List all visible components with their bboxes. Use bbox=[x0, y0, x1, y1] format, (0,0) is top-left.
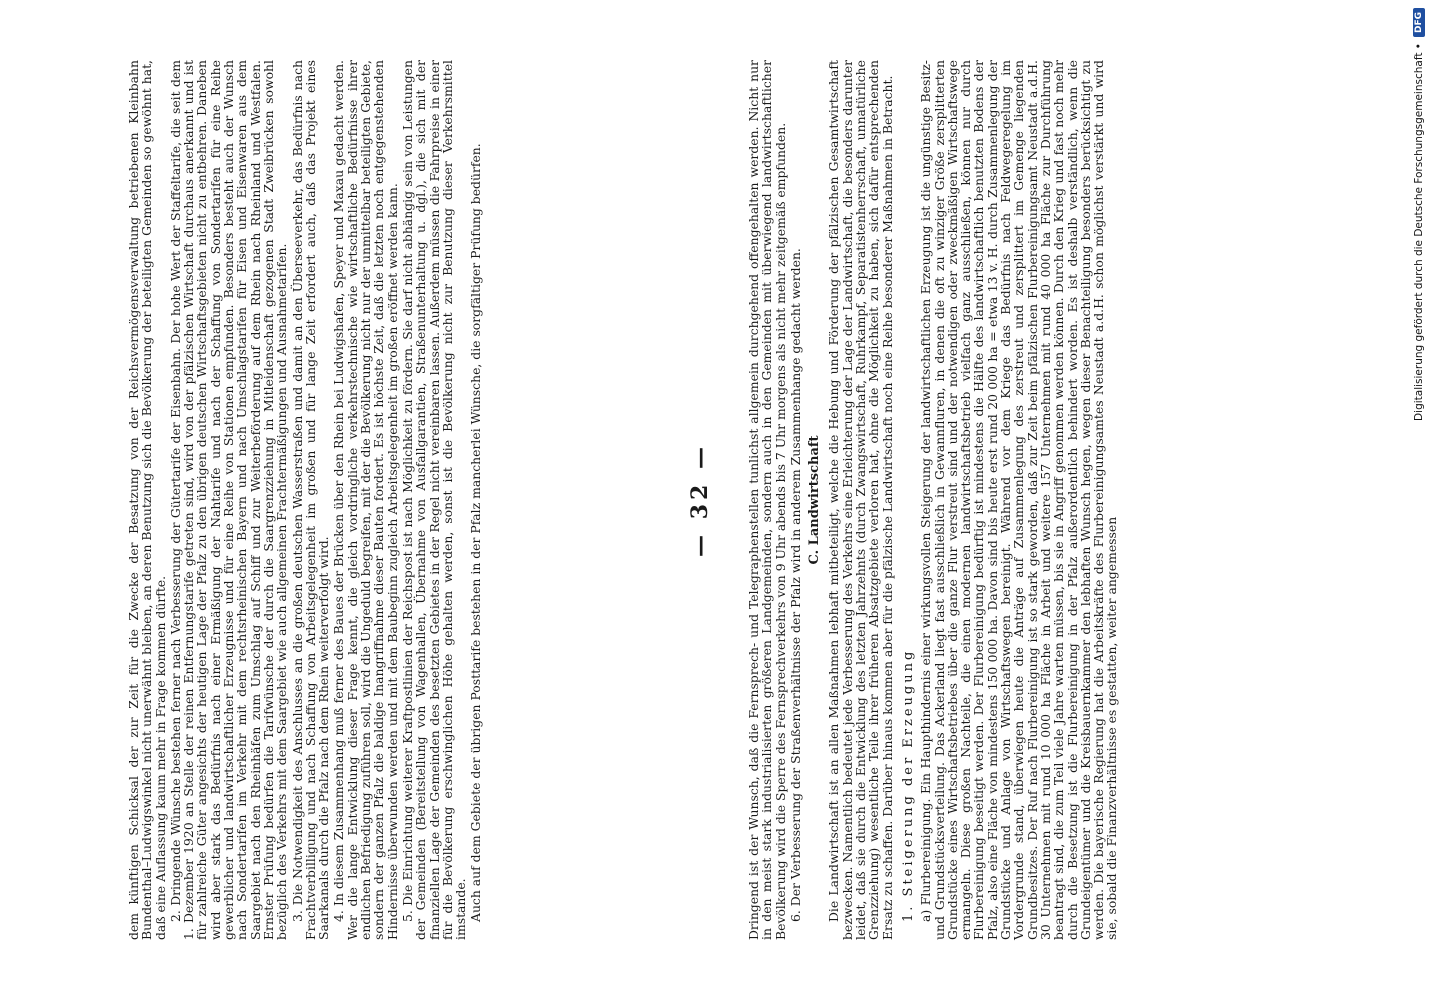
paragraph-landwirtschaft: Die Landwirtschaft ist an allen Maßnahmen lebhaft mitbeteiligt, welche die Hebung und Förderung der pfälzischen Gesamtwirtschaft bezwecken. Namentlich bedeutet jede Verbesserung des Verkehrs eine Erleichterung der Lage der Landwirtschaft, die besonders darunter leidet, daß sie durch die Entwicklung des letzten Jahrzehnts (durch Zwangswirtschaft, Ruhrkampf, Separatistenherrschaft, unnatürliche Grenzziehung) wesentliche Teile ihrer früheren Absatzgebiete verloren hat, ohne die Möglichkeit zu haben, sich dafür entsprechenden Ersatz zu schaffen. Darüber hinaus kommen aber für die pfälzische Landwirtschaft noch eine Reihe besonderer Maßnahmen in Betracht. bbox=[826, 60, 895, 940]
paragraph-fernsprech: Dringend ist der Wunsch, daß die Fernsprech- und Telegraphenstellen tunlichst allgemein durchgehend offengehalten werden. Nicht nur in den meist stark industrialisierten größeren Landgemeinden, sondern auch in den Gemeinden mit überwiegend landwirtschaftlicher Bevölkerung wird die Sperre des Fernsprechverkehrs von 9 Uhr abends bis 7 Uhr morgens als nicht mehr zeitgemäß empfunden. bbox=[746, 60, 788, 940]
subsection-heading-erzeugung: 1. Steigerung der Erzeugung bbox=[900, 648, 916, 922]
digitization-sidebar bbox=[1408, 8, 1430, 988]
paragraph-guetertarife: 2. Dringende Wünsche bestehen ferner nach Verbesserung der Gütertarife der Eisenbahn. Der hohe Wert der Staffeltarife, die seit dem 1. Dezember 1920 an Stelle der reinen Entfernungstarife getreten sind, wird von der pfälzischen Wirtschaft durchaus anerkannt und ist für zahlreiche Güter angesichts der heutigen Lage der Pfalz zu den übrigen deutschen Wirtschaftsgebieten nicht zu entbehren. Daneben wird aber stark das Bedürfnis nach einer Ermäßigung der Nahtarife und nach der Schaffung von Sondertarifen für eine Reihe gewerblicher und landwirtschaftlicher Erzeugnisse und für eine Reihe von Stationen empfunden. Besonders besteht auch der Wunsch nach Sondertarifen im Verkehr mit dem rechtsrheinischen Bayern und nach Umschlagstarifen für Eisen und Eisenwaren aus dem Saargebiet nach den Rheinhäfen zum Umschlag auf Schiff und zur Weiterbeförderung auf dem Rhein nach Rheinland und Westfalen. Ernster Prüfung bedürfen die Tarifwünsche der durch die Saargrenzziehung in Mitleidenschaft gezogenen Stadt Zweibrücken sowohl bezüglich des Verkehrs mit dem Saargebiet wie auch allgemeinen Frachtermäßigungen und Ausnahmetarifen. bbox=[167, 60, 290, 940]
paragraph-posttarife: Auch auf dem Gebiete der übrigen Posttarife bestehen in der Pfalz mancherlei Wünsche, die sorgfältiger Prüfung bedürfen. bbox=[468, 143, 484, 922]
paragraph-kraftpostlinien: 5. Die Einrichtung weiterer Kraftpostlinien der Reichspost ist nach Möglichkeit zu fördern. Sie darf nicht abhängig sein von Leistungen der Gemeinden (Bereitstellung von Wagenhallen, Übernahme von Ausfallgarantien, Straßenunterhaltung u. dgl.), die sich mit der finanziellen Lage der Gemeinden des besetzten Gebietes in der Regel nicht vereinbaren lassen. Außerdem müssen die Fahrpreise in einer für die Bevölkerung erschwinglichen Höhe gehalten werden, sonst ist die Bevölkerung nicht zur Benutzung dieser Verkehrsmittel imstande. bbox=[399, 60, 469, 940]
page-number: — 32 — bbox=[687, 443, 713, 557]
right-text-column bbox=[747, 60, 1307, 940]
paragraph-strassen: 6. Der Verbesserung der Straßenverhältnisse der Pfalz wird in anderem Zusammenhange gedacht werden. bbox=[787, 248, 803, 922]
left-text-column bbox=[127, 60, 677, 940]
paragraph-wasserstrassen: 3. Die Notwendigkeit des Anschlusses an die großen deutschen Wasserstraßen und damit an den Überseeverkehr, das Bedürfnis nach Frachtverbilligung und nach Schaffung von Arbeitsgelegenheit im großen und für lange Zeit erfordert auch, daß das Projekt eines Saarkanals durch die Pfalz nach dem Rhein weiterverfolgt wird. bbox=[289, 60, 332, 940]
dfg-logo: DFG bbox=[1413, 8, 1425, 37]
digitization-note: Digitalisierung gefördert durch die Deutsche Forschungsgemeinschaft • bbox=[1413, 43, 1425, 421]
page-content bbox=[127, 60, 1307, 940]
paragraph-rheinbruecken: 4. In diesem Zusammenhang muß ferner des Baues der Brücken über den Rhein bei Ludwigshafen, Speyer und Maxau gedacht werden. Wer die lange Entwicklung dieser Frage kennt, die gleich vordringliche verkehrstechnische wie wirtschaftliche Bedürfnisse ihrer endlichen Befriedigung zuführen soll, wird die Ungeduld begreifen, mit der die Bevölkerung nicht nur der unmittelbar beteiligten Gebiete, sondern der ganzen Pfalz die baldige Inangriffnahme dieser Bauten fordert. Es ist höchste Zeit, daß die letzten noch entgegenstehenden Hindernisse überwunden werden und mit dem Baubeginn zugleich Arbeitsgelegenheit im großen eröffnet werden kann. bbox=[331, 60, 400, 940]
rotated-book-page bbox=[127, 60, 1307, 940]
section-heading-landwirtschaft: C. Landwirtschaft bbox=[807, 435, 823, 565]
paragraph-flurbereinigung: a) Flurbereinigung. Ein Haupthindernis einer wirkungsvollen Steigerung der landwirtschaftlichen Erzeugung ist die ungünstige Besitz- und Grundstücksverteilung. Das Ackerland liegt fast ausschließlich in Gewannfluren, in denen die oft zu winziger Größe zersplitterten Grundstücke eines Wirtschaftsbetriebes über die ganze Flur verstreut sind und der notwendigen oder zweckmäßigen Wirtschaftswege ermangeln. Diese großen Nachteile, die einen modernen landwirtschaftsbetrieb vielfach ganz ausschließen, können nur durch Flurbereinigung beseitigt werden. Der Flurbereinigung bedürftig ist mindestens die Hälfte des landwirtschaftlich benutzten Bodens der Pfalz, also eine Fläche von mindestens 150 000 ha. Davon sind bis heute erst rund 20 000 ha = etwa 13 v. H. durch Zusammenlegung der Grundstücke und Anlage von Wirtschaftswegen bereinigt. Während vor dem Kriege das Bedürfnis nach Feldwegeregelung im Vordergrunde stand, überwiegen heute die Anträge auf Zusammenlegung des zerstreut und zersplittert im Gemenge liegenden Grundbesitzes. Der Ruf nach Flurbereinigung ist so stark geworden, daß zur Zeit beim pfälzischen Flurbereinigungsamt Neustadt a.d.H. 30 Unternehmen mit rund 10 000 ha Fläche in Arbeit und weitere 157 Unternehmen mit rund 40 000 ha Fläche zur Durchführung beantragt sind, die zum Teil viele Jahre warten müssen, bis sie in Angriff genommen werden können. Durch den Krieg und fast noch mehr durch die Besetzung ist die Flurbereinigung in der Pfalz außerordentlich behindert worden. Es ist deshalb verständlich, wenn die Grundeigentümer und die Kreisbauernkammer den lebhaften Wunsch hegen, wegen dieser Benachteiligung besonders berücksichtigt zu werden. Die bayerische Regierung hat die Arbeitskräfte des Flurbereinigungsamtes Neustadt a.d.H. schon möglichst verstärkt und wird sie, sobald die Finanzverhältnisse es gestatten, weiter angemessen bbox=[918, 60, 1120, 940]
digitization-credit bbox=[1408, 8, 1430, 988]
paragraph-kleinbahn: dem künftigen Schicksal der zur Zeit für die Zwecke der Besatzung von der Reichsvermögensverwaltung betriebenen Kleinbahn Bundenthal–Ludwigswinkel nicht unerwähnt bleiben, an deren Benutzung sich die Bevölkerung der beteiligten Gemeinden so gewöhnt hat, daß eine Auflassung kaum mehr in Frage kommen dürfte. bbox=[126, 60, 168, 940]
